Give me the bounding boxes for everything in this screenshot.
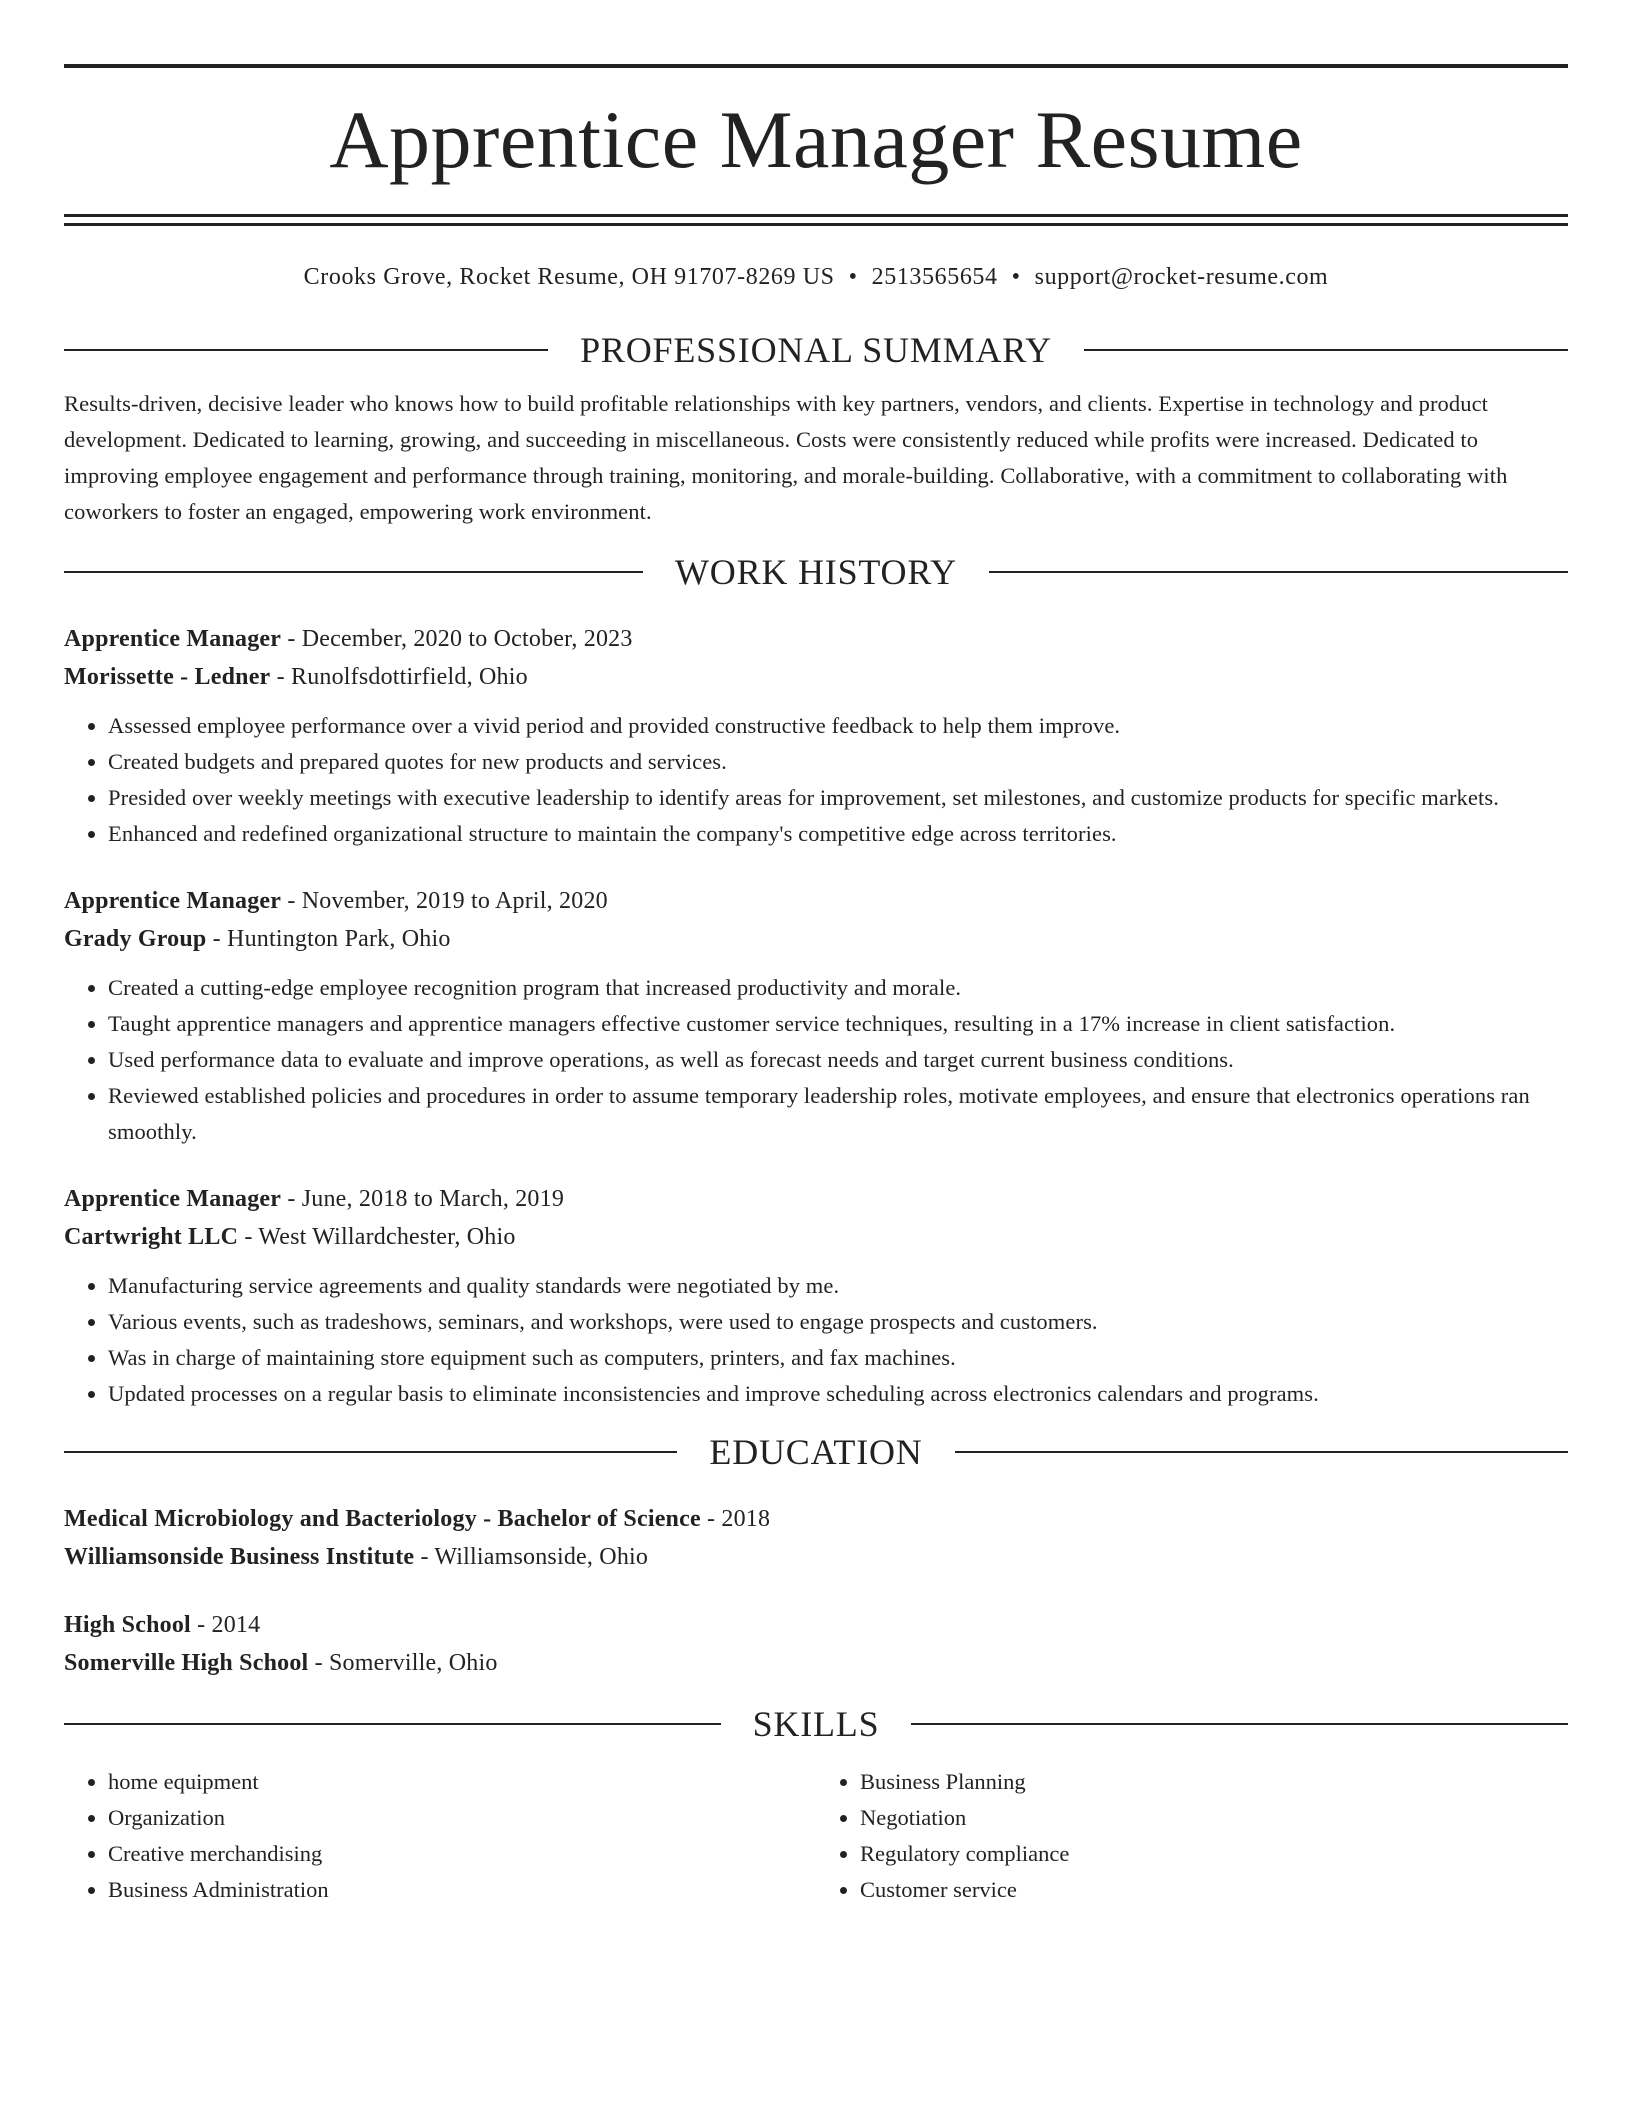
skill-item: • Negotiation bbox=[860, 1800, 1568, 1836]
section-rule bbox=[955, 1451, 1568, 1453]
job-title: Apprentice Manager bbox=[64, 888, 282, 914]
section-rule bbox=[64, 1723, 721, 1725]
resume-title: Apprentice Manager Resume bbox=[329, 94, 1303, 185]
job-title-line bbox=[64, 1180, 1568, 1218]
school-name: Somerville High School bbox=[64, 1650, 309, 1676]
school-line bbox=[64, 1644, 1568, 1682]
degree: High School bbox=[64, 1612, 191, 1638]
skill-item: • Organization bbox=[108, 1800, 816, 1836]
job-title-line bbox=[64, 882, 1568, 920]
job-bullet: • Taught apprentice managers and apprentice managers effective customer service techniques, resulting in a 17% increase in client satisfaction. bbox=[108, 1006, 1568, 1042]
school-location: - Somerville, Ohio bbox=[308, 1650, 498, 1676]
skill-item: • Creative merchandising bbox=[108, 1836, 816, 1872]
job-company-line bbox=[64, 920, 1568, 958]
school-location: - Williamsonside, Ohio bbox=[414, 1544, 649, 1570]
skill-item: • Business Administration bbox=[108, 1872, 816, 1908]
job-bullets bbox=[64, 970, 1568, 1150]
job-dates: - June, 2018 to March, 2019 bbox=[281, 1186, 565, 1212]
job-bullet: • Manufacturing service agreements and quality standards were negotiated by me. bbox=[108, 1268, 1568, 1304]
job-entry bbox=[64, 882, 1568, 1150]
section-title: SKILLS bbox=[752, 1704, 880, 1744]
section-title: EDUCATION bbox=[709, 1432, 923, 1472]
graduation-year: - 2018 bbox=[700, 1506, 771, 1532]
job-title-line bbox=[64, 620, 1568, 658]
school-name: Williamsonside Business Institute bbox=[64, 1544, 415, 1570]
section-rule bbox=[989, 571, 1568, 573]
job-bullet: • Updated processes on a regular basis to eliminate inconsistencies and improve scheduling across electronics calendars and programs. bbox=[108, 1376, 1568, 1412]
summary-text: Results-driven, decisive leader who knows how to build profitable relationships with key partners, vendors, and clients. Expertise in technology and product development. Dedicated to learning, growing, and succeeding in miscellaneous. Costs were consistently reduced while profits were increased. Dedicated to improving employee engagement and performance through training, monitoring, and morale-building. Collaborative, with a commitment to collaborating with coworkers to foster an engaged, empowering work environment. bbox=[64, 391, 1508, 524]
title-double-rule bbox=[64, 214, 1568, 226]
skill-item: • home equipment bbox=[108, 1764, 816, 1800]
job-company-line bbox=[64, 1218, 1568, 1256]
job-bullet: • Enhanced and redefined organizational structure to maintain the company's competitive edge across territories. bbox=[108, 816, 1568, 852]
section-rule bbox=[64, 1451, 677, 1453]
school-line bbox=[64, 1538, 1568, 1576]
skill-item: • Customer service bbox=[860, 1872, 1568, 1908]
job-company: Grady Group bbox=[64, 926, 207, 952]
skills-list bbox=[64, 1764, 1568, 1908]
job-location: - Runolfsdottirfield, Ohio bbox=[270, 664, 528, 690]
section-rule bbox=[1084, 349, 1568, 351]
skills-column-left bbox=[64, 1764, 816, 1908]
skill-item: • Regulatory compliance bbox=[860, 1836, 1568, 1872]
job-dates: - November, 2019 to April, 2020 bbox=[281, 888, 608, 914]
section-header-skills bbox=[64, 1702, 1568, 1746]
job-bullet: • Various events, such as tradeshows, seminars, and workshops, were used to engage prospects and customers. bbox=[108, 1304, 1568, 1340]
contact-phone: 2513565654 bbox=[871, 264, 998, 290]
top-rule bbox=[64, 64, 1568, 68]
degree-line bbox=[64, 1500, 1568, 1538]
job-bullet: • Used performance data to evaluate and improve operations, as well as forecast needs and target current business conditions. bbox=[108, 1042, 1568, 1078]
job-bullets bbox=[64, 1268, 1568, 1412]
education-entry bbox=[64, 1606, 1568, 1682]
job-title: Apprentice Manager bbox=[64, 1186, 282, 1212]
job-bullet: • Created a cutting-edge employee recognition program that increased productivity and morale. bbox=[108, 970, 1568, 1006]
contact-email: support@rocket-resume.com bbox=[1034, 264, 1329, 290]
skill-item: • Business Planning bbox=[860, 1764, 1568, 1800]
job-bullet: • Was in charge of maintaining store equipment such as computers, printers, and fax machines. bbox=[108, 1340, 1568, 1376]
degree: Medical Microbiology and Bacteriology - Bachelor of Science bbox=[64, 1506, 701, 1532]
section-title: PROFESSIONAL SUMMARY bbox=[580, 330, 1052, 370]
contact-separator: • bbox=[848, 264, 858, 290]
contact-line bbox=[64, 262, 1568, 292]
section-header-work bbox=[64, 550, 1568, 594]
job-title: Apprentice Manager bbox=[64, 626, 282, 652]
job-bullet: • Created budgets and prepared quotes for new products and services. bbox=[108, 744, 1568, 780]
job-entry bbox=[64, 620, 1568, 852]
job-location: - Huntington Park, Ohio bbox=[206, 926, 451, 952]
contact-separator: • bbox=[1011, 264, 1021, 290]
job-bullets bbox=[64, 708, 1568, 852]
section-title: WORK HISTORY bbox=[675, 552, 957, 592]
education-entry bbox=[64, 1500, 1568, 1576]
contact-address: Crooks Grove, Rocket Resume, OH 91707-8269 US bbox=[303, 264, 835, 290]
job-bullet: • Presided over weekly meetings with executive leadership to identify areas for improvement, set milestones, and customize products for specific markets. bbox=[108, 780, 1568, 816]
job-bullet: • Reviewed established policies and procedures in order to assume temporary leadership roles, motivate employees, and ensure that electronics operations ran smoothly. bbox=[108, 1078, 1568, 1150]
section-header-education bbox=[64, 1430, 1568, 1474]
job-company-line bbox=[64, 658, 1568, 696]
job-entry bbox=[64, 1180, 1568, 1412]
section-rule bbox=[64, 349, 548, 351]
job-dates: - December, 2020 to October, 2023 bbox=[281, 626, 633, 652]
graduation-year: - 2014 bbox=[190, 1612, 261, 1638]
skills-column-right bbox=[816, 1764, 1568, 1908]
degree-line bbox=[64, 1606, 1568, 1644]
section-rule bbox=[64, 571, 643, 573]
job-company: Morissette - Ledner bbox=[64, 664, 271, 690]
job-location: - West Willardchester, Ohio bbox=[238, 1224, 516, 1250]
section-header-summary bbox=[64, 328, 1568, 372]
job-bullet: • Assessed employee performance over a vivid period and provided constructive feedback to help them improve. bbox=[108, 708, 1568, 744]
job-company: Cartwright LLC bbox=[64, 1224, 239, 1250]
section-rule bbox=[911, 1723, 1568, 1725]
